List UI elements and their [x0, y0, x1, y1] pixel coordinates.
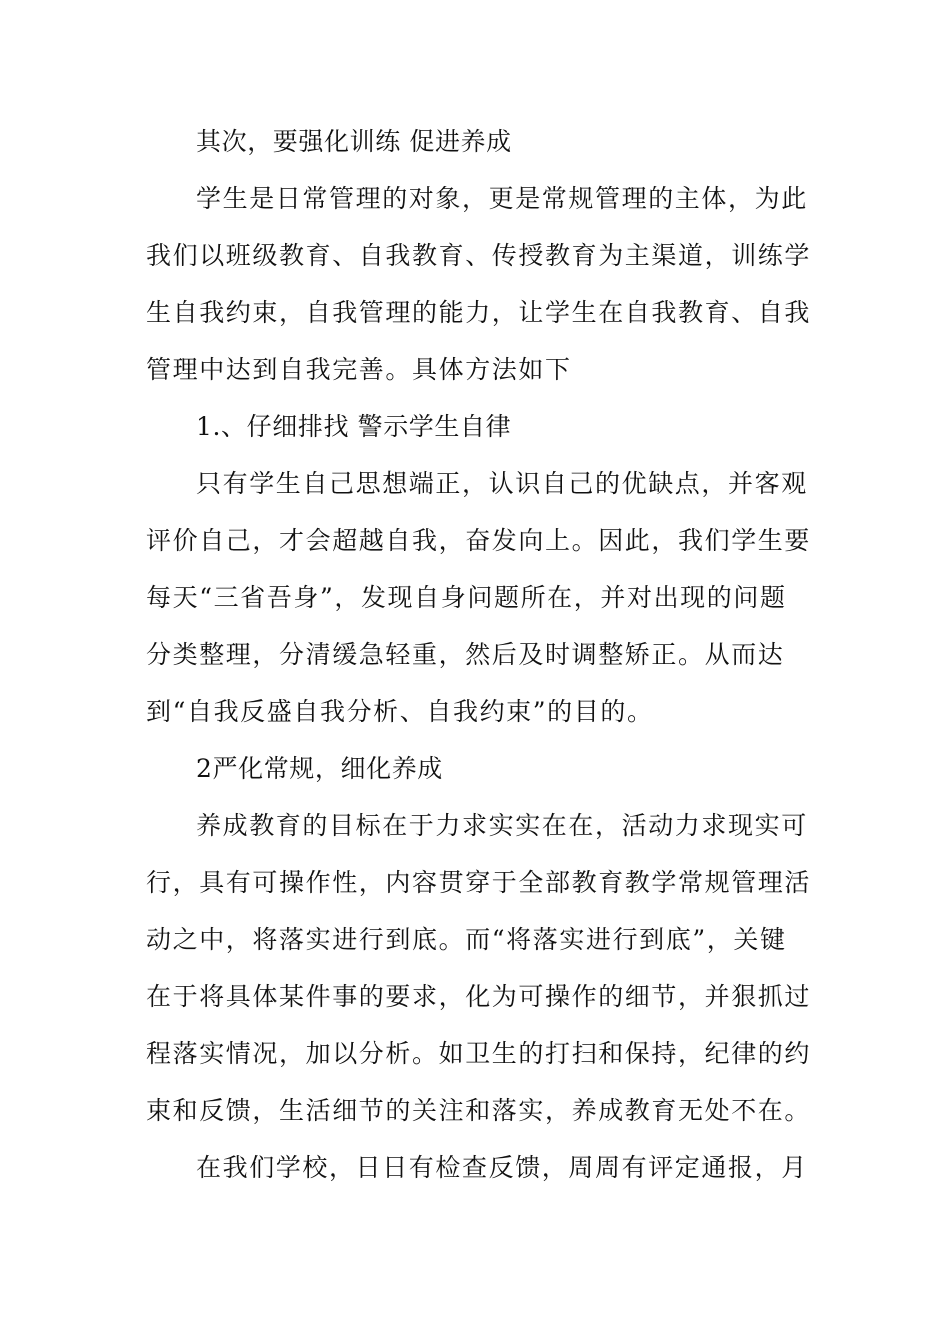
paragraph-line: 在于将具体某件事的要求，化为可操作的细节，并狠抓过	[146, 982, 812, 1011]
paragraph-line: 只有学生自己思想端正，认识自己的优缺点，并客观	[196, 469, 808, 498]
paragraph-line: 程落实情况，加以分析。如卫生的打扫和保持，纪律的约	[146, 1039, 812, 1068]
paragraph-line: 束和反馈，生活细节的关注和落实，养成教育无处不在。	[146, 1096, 812, 1125]
paragraph-line: 动之中，将落实进行到底。而“将落实进行到底”，关键	[146, 925, 787, 954]
paragraph-line: 每天“三省吾身”，发现自身问题所在，并对出现的问题	[146, 583, 787, 612]
paragraph-line: 行，具有可操作性，内容贯穿于全部教育教学常规管理活	[146, 868, 812, 897]
paragraph-line: 到“自我反盛自我分析、自我约束”的目的。	[146, 697, 654, 726]
paragraph-line: 我们以班级教育、自我教育、传授教育为主渠道，训练学	[146, 241, 812, 270]
paragraph-line: 在我们学校，日日有检查反馈，周周有评定通报，月	[196, 1153, 808, 1182]
section-heading: 1.、仔细排找 警示学生自律	[196, 412, 512, 441]
paragraph-line: 生自我约束，自我管理的能力，让学生在自我教育、自我	[146, 298, 812, 327]
paragraph-line: 分类整理，分清缓急轻重，然后及时调整矫正。从而达	[146, 640, 785, 669]
section-heading: 其次，要强化训练 促进养成	[196, 127, 512, 156]
paragraph-line: 评价自己，才会超越自我，奋发向上。因此，我们学生要	[146, 526, 812, 555]
paragraph-line: 养成教育的目标在于力求实实在在，活动力求现实可	[196, 811, 808, 840]
paragraph-line: 学生是日常管理的对象，更是常规管理的主体，为此	[196, 184, 808, 213]
section-heading: 2严化常规，细化养成	[196, 754, 443, 783]
paragraph-line: 管理中达到自我完善。具体方法如下	[146, 355, 572, 384]
